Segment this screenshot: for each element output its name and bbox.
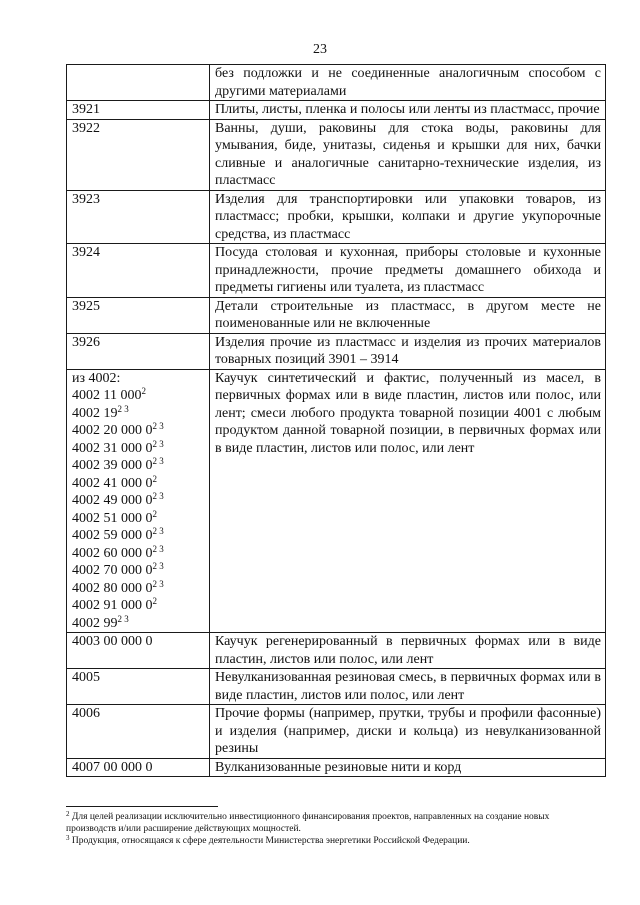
code-cell: [67, 369, 210, 633]
tariff-code: [72, 387, 205, 405]
tariff-code-text: 3923: [72, 191, 100, 207]
tariff-code-text: 4002 41 000 0: [72, 475, 153, 491]
tariff-code-text: 3921: [72, 102, 100, 117]
footnote-reference: 2 3: [152, 543, 164, 554]
table-row: [67, 333, 606, 369]
table-row: [67, 369, 606, 633]
tariff-code: [72, 120, 205, 138]
tariff-code-text: 3922: [72, 120, 100, 136]
tariff-code-text: 4002 49 000 0: [72, 493, 153, 508]
tariff-code-text: 4002 91 000 0: [72, 598, 153, 613]
code-cell: [67, 190, 210, 244]
footnote-reference: 2 3: [152, 561, 164, 571]
tariff-code-text: 4002 59 000 0: [72, 528, 153, 543]
footnote-mark: 2: [66, 810, 70, 818]
footnote-text: Для целей реализации исключительно инвестиционного финансирования проектов, направленных на создание новых производств и/или расширение действующих мощностей.: [66, 812, 550, 834]
tariff-code: [72, 510, 205, 528]
tariff-code: [72, 705, 205, 723]
footnote-text: Продукция, относящаяся к сфере деятельности Министерства энергетики Российской Федерации.: [69, 836, 470, 846]
code-cell: [67, 101, 210, 120]
table-row: [67, 101, 606, 120]
tariff-code: [72, 370, 205, 388]
footnote-reference: 2 3: [152, 438, 164, 449]
footnote: [66, 811, 586, 835]
footnote-reference: 2 3: [152, 421, 164, 431]
tariff-code-text: 3926: [72, 334, 100, 350]
description-cell: Каучук регенерированный в первичных формах или в виде пластин, листов или полос, или лент: [210, 633, 606, 669]
tariff-code-text: 4002 80 000 0: [72, 580, 153, 596]
table-row: [67, 65, 606, 101]
tariff-code: [72, 562, 205, 580]
tariff-code-text: 4002 60 000 0: [72, 545, 153, 561]
code-cell: [67, 244, 210, 298]
code-cell: [67, 333, 210, 369]
tariff-code: [72, 475, 205, 493]
code-cell: [67, 758, 210, 777]
footnote-reference: 2 3: [117, 613, 129, 624]
tariff-code: [72, 759, 205, 777]
tariff-code-table: [66, 64, 606, 777]
tariff-code: [72, 334, 205, 352]
tariff-code-text: 4002 19: [72, 405, 118, 421]
table-row: [67, 633, 606, 669]
tariff-code-text: 4006: [72, 706, 100, 721]
description-cell: Вулканизованные резиновые нити и корд: [210, 758, 606, 777]
footnote-reference: 2 3: [152, 526, 164, 536]
code-cell: [67, 669, 210, 705]
footnote-separator: [66, 806, 218, 807]
description-cell: Изделия прочие из пластмасс и изделия из прочих материалов товарных позиций 3901 – 3914: [210, 333, 606, 369]
table-body: [67, 65, 606, 777]
tariff-code-text: 4007 00 000 0: [72, 759, 153, 775]
tariff-code-text: 4003 00 000 0: [72, 634, 153, 649]
tariff-code-text: 3925: [72, 298, 100, 314]
footnote: [66, 835, 586, 847]
footnote-reference: 2: [152, 596, 157, 606]
code-cell: [67, 705, 210, 759]
description-cell: Невулканизованная резиновая смесь, в первичных формах или в виде пластин, листов или полос, или лент: [210, 669, 606, 705]
tariff-code-text: 4005: [72, 670, 100, 685]
table-row: [67, 244, 606, 298]
tariff-code-text: 3924: [72, 245, 100, 260]
footnote-reference: 2: [152, 508, 157, 519]
footnote-reference: 2 3: [117, 403, 129, 414]
footnote-reference: 2: [141, 386, 146, 396]
table-row: [67, 119, 606, 190]
footnote-reference: 2 3: [152, 456, 164, 466]
code-cell: [67, 65, 210, 101]
footnote-reference: 2 3: [152, 491, 164, 501]
footnote-mark: 3: [66, 834, 70, 842]
description-cell: без подложки и не соединенные аналогичным способом с другими материалами: [210, 65, 606, 101]
description-cell: Изделия для транспортировки или упаковки товаров, из пластмасс; пробки, крышки, колпаки и другие укупорочные средства, из пластмасс: [210, 190, 606, 244]
tariff-code: [72, 527, 205, 545]
tariff-code-text: из 4002:: [72, 370, 121, 386]
description-cell: Детали строительные из пластмасс, в другом месте не поименованные или не включенные: [210, 297, 606, 333]
tariff-code: [72, 492, 205, 510]
tariff-code-text: 4002 39 000 0: [72, 458, 153, 473]
code-cell: [67, 119, 210, 190]
tariff-code-text: 4002 31 000 0: [72, 440, 153, 456]
description-cell: Посуда столовая и кухонная, приборы столовые и кухонные принадлежности, прочие предметы домашнего обихода и предметы гигиены или туалета, из пластмасс: [210, 244, 606, 298]
table-row: [67, 705, 606, 759]
description-cell: Каучук синтетический и фактис, полученный из масел, в первичных формах или в виде пластин, листов или полос, или лент; смеси любого продукта товарной позиции 4001 с любым продуктом данной товарной позиции, в первичных формах или в виде пластин, листов или полос, или лент: [210, 369, 606, 633]
tariff-code: [72, 101, 205, 119]
table-row: [67, 190, 606, 244]
code-cell: [67, 633, 210, 669]
tariff-code: [72, 457, 205, 475]
tariff-code-text: 4002 51 000 0: [72, 510, 153, 526]
footnotes: [66, 811, 586, 847]
description-cell: Плиты, листы, пленка и полосы или ленты из пластмасс, прочие: [210, 101, 606, 120]
tariff-code: [72, 440, 205, 458]
tariff-code: [72, 298, 205, 316]
table-row: [67, 669, 606, 705]
tariff-code-text: 4002 20 000 0: [72, 423, 153, 438]
tariff-code: [72, 615, 205, 633]
table-row: [67, 297, 606, 333]
footnote-reference: 2 3: [152, 578, 164, 589]
tariff-code: [72, 422, 205, 440]
page-number: 23: [313, 42, 327, 57]
table-row: [67, 758, 606, 777]
description-cell: Ванны, души, раковины для стока воды, раковины для умывания, биде, унитазы, сиденья и крышки для них, бачки сливные и аналогичные санитарно-технические изделия, из пластмасс: [210, 119, 606, 190]
tariff-code: [72, 633, 205, 651]
tariff-code-text: 4002 70 000 0: [72, 563, 153, 578]
tariff-code-text: 4002 99: [72, 615, 118, 631]
tariff-code: [72, 244, 205, 262]
tariff-code-text: 4002 11 000: [72, 388, 142, 403]
tariff-code: [72, 545, 205, 563]
tariff-code: [72, 405, 205, 423]
code-cell: [67, 297, 210, 333]
tariff-code: [72, 669, 205, 687]
description-cell: Прочие формы (например, прутки, трубы и профили фасонные) и изделия (например, диски и кольца) из невулканизованной резины: [210, 705, 606, 759]
tariff-code: [72, 580, 205, 598]
footnote-reference: 2: [152, 473, 157, 484]
tariff-code: [72, 191, 205, 209]
tariff-code: [72, 597, 205, 615]
